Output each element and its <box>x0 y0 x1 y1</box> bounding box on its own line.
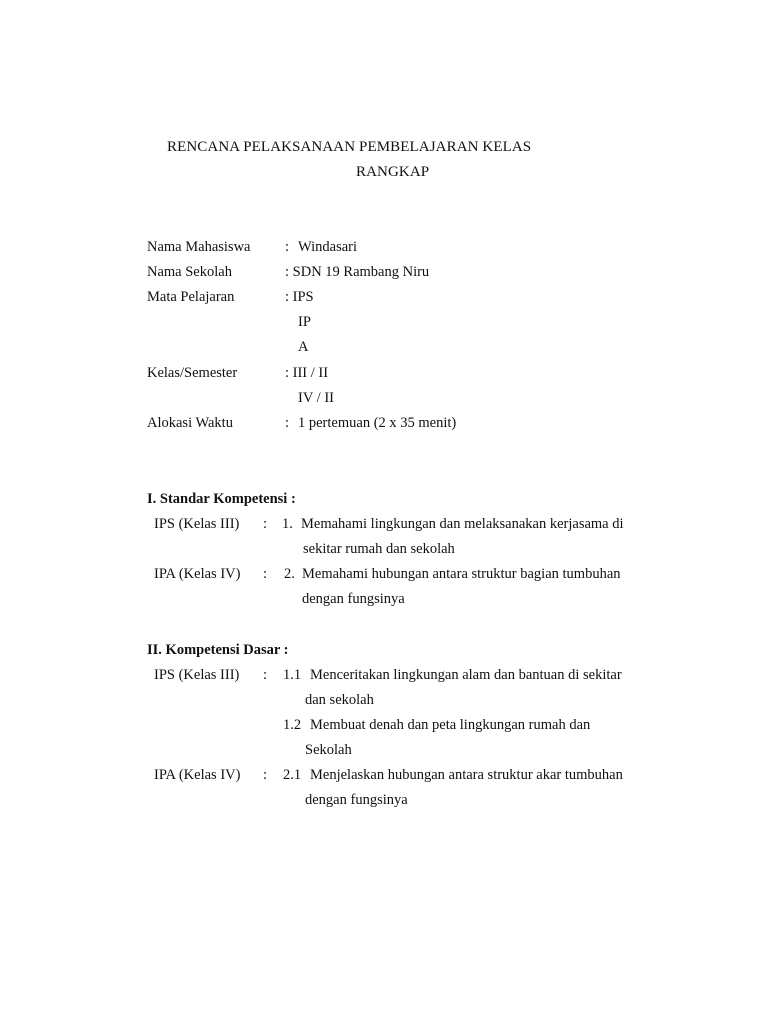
value-nama-sekolah: : SDN 19 Rambang Niru <box>285 264 430 280</box>
sk-text-line2: dengan fungsinya <box>302 591 405 607</box>
value-mata-pelajaran-cont2: A <box>298 339 309 355</box>
sk-text-line1: Memahami lingkungan dan melaksanakan kerjasama di <box>301 516 624 532</box>
value-alokasi-waktu: 1 pertemuan (2 x 35 menit) <box>298 415 457 431</box>
sk-separator: : <box>263 516 268 532</box>
value-nama-mahasiswa: Windasari <box>298 239 358 255</box>
document-title-line2: RANGKAP <box>356 164 430 180</box>
value-mata-pelajaran-cont1: IP <box>298 314 311 330</box>
document-title-line1: RENCANA PELAKSANAAN PEMBELAJARAN KELAS <box>167 139 532 155</box>
kd-text-line2: Sekolah <box>305 742 352 758</box>
sk-subject-ipa: IPA (Kelas IV) <box>154 566 241 582</box>
kd-text-line1: Menceritakan lingkungan alam dan bantuan di sekitar <box>310 667 622 683</box>
sk-text-line1: Memahami hubungan antara struktur bagian tumbuhan <box>302 566 621 582</box>
separator-colon: : <box>285 239 290 255</box>
sk-text-line2: sekitar rumah dan sekolah <box>303 541 455 557</box>
value-kelas-semester: : III / II <box>285 365 329 381</box>
label-mata-pelajaran: Mata Pelajaran <box>147 289 235 305</box>
section-heading-kompetensi-dasar: II. Kompetensi Dasar : <box>147 642 289 658</box>
label-kelas-semester: Kelas/Semester <box>147 365 238 381</box>
kd-number: 1.2 <box>283 717 302 733</box>
kd-text-line1: Membuat denah dan peta lingkungan rumah dan <box>310 717 591 733</box>
kd-text-line2: dengan fungsinya <box>305 792 408 808</box>
kd-separator: : <box>263 667 268 683</box>
label-nama-sekolah: Nama Sekolah <box>147 264 232 280</box>
value-kelas-semester-cont1: IV / II <box>298 390 334 406</box>
kd-subject-ips: IPS (Kelas III) <box>154 667 240 683</box>
kd-separator: : <box>263 767 268 783</box>
label-nama-mahasiswa: Nama Mahasiswa <box>147 239 251 255</box>
kd-text-line1: Menjelaskan hubungan antara struktur akar tumbuhan <box>310 767 623 783</box>
kd-subject-ipa: IPA (Kelas IV) <box>154 767 241 783</box>
sk-subject-ips: IPS (Kelas III) <box>154 516 240 532</box>
label-alokasi-waktu: Alokasi Waktu <box>147 415 233 431</box>
kd-number: 2.1 <box>283 767 302 783</box>
kd-text-line2: dan sekolah <box>305 692 374 708</box>
sk-number: 1. <box>282 516 293 532</box>
section-heading-standar-kompetensi: I. Standar Kompetensi : <box>147 491 296 507</box>
sk-number: 2. <box>284 566 295 582</box>
value-mata-pelajaran: : IPS <box>285 289 314 305</box>
kd-number: 1.1 <box>283 667 302 683</box>
separator-colon: : <box>285 415 290 431</box>
sk-separator: : <box>263 566 268 582</box>
